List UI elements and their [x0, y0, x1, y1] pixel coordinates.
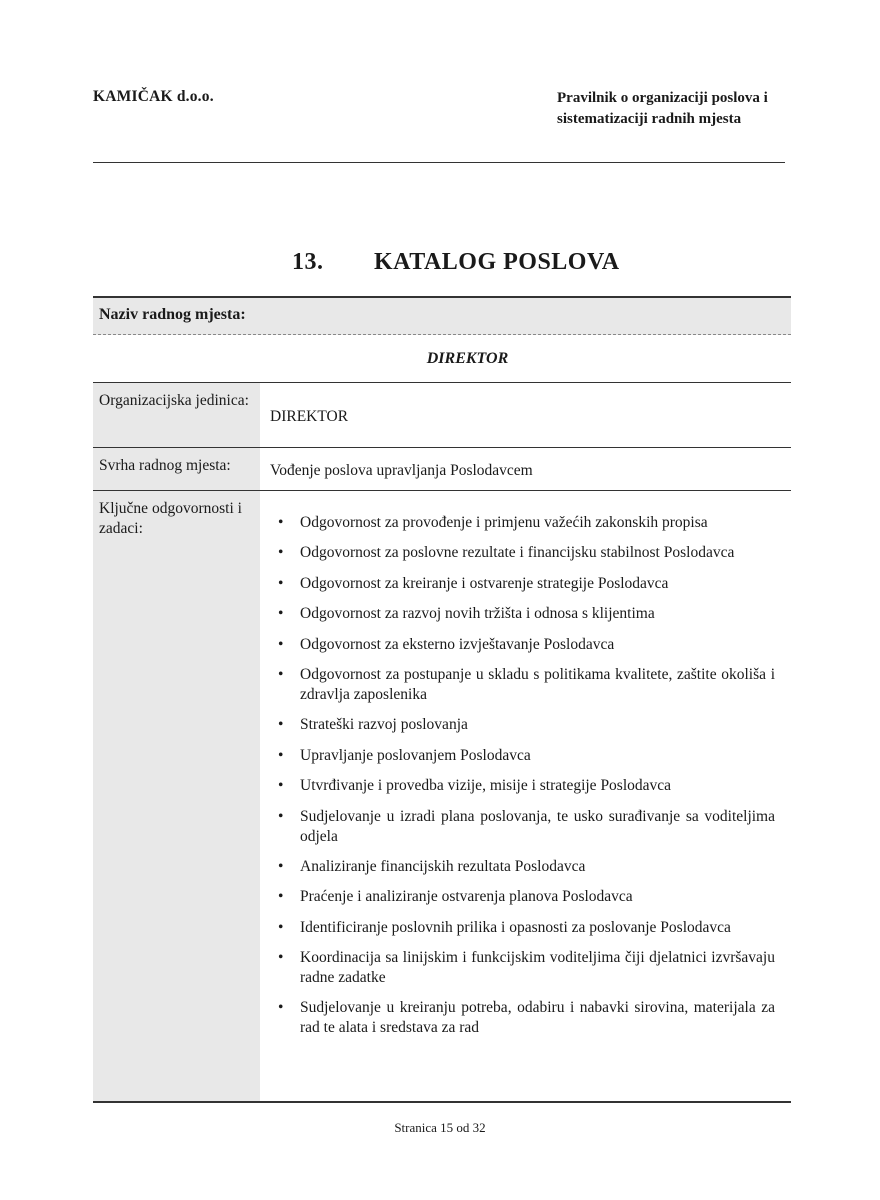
list-item-text: Odgovornost za provođenje i primjenu važećih zakonskih propisa — [300, 514, 708, 531]
responsibilities-label: Ključne odgovornosti i zadaci: — [93, 491, 260, 1101]
list-item — [270, 948, 775, 988]
bullet-icon: • — [278, 605, 284, 623]
org-unit-row — [93, 382, 791, 447]
purpose-value: Vođenje poslova upravljanja Poslodavcem — [270, 462, 533, 479]
list-item-text: Praćenje i analiziranje ostvarenja planova Poslodavca — [300, 888, 633, 906]
purpose-row — [93, 447, 791, 490]
list-item — [270, 998, 775, 1038]
responsibilities-list — [270, 499, 781, 1038]
job-catalog-table — [93, 382, 791, 1103]
org-unit-label: Organizacijska jedinica: — [93, 383, 260, 447]
list-item — [270, 776, 775, 796]
company-name: KAMIČAK d.o.o. — [93, 88, 214, 105]
list-item-text: Odgovornost za postupanje u skladu s politikama kvalitete, zaštite okoliša i zdravlja zaposlenika — [300, 665, 775, 703]
org-unit-value: DIREKTOR — [270, 408, 349, 425]
section-title: KATALOG POSLOVA — [374, 249, 620, 275]
list-item — [270, 746, 775, 766]
list-item — [270, 635, 775, 655]
section-heading — [292, 249, 620, 276]
responsibilities-value — [260, 491, 791, 1057]
list-item — [270, 807, 775, 847]
bullet-icon: • — [278, 514, 284, 531]
bullet-icon: • — [278, 665, 284, 683]
position-name-label: Naziv radnog mjesta: — [99, 306, 246, 323]
list-item — [270, 513, 775, 533]
section-number: 13. — [292, 249, 324, 275]
list-item-text: Upravljanje poslovanjem Poslodavca — [300, 746, 531, 764]
list-item — [270, 918, 775, 938]
bullet-icon: • — [278, 807, 284, 825]
list-item-text: Odgovornost za razvoj novih tržišta i odnosa s klijentima — [300, 605, 655, 623]
bullet-icon: • — [278, 777, 284, 795]
list-item-text: Odgovornost za eksterno izvještavanje Poslodavca — [300, 635, 615, 653]
bullet-icon: • — [278, 635, 284, 653]
bullet-icon: • — [278, 888, 284, 906]
bullet-icon: • — [278, 918, 284, 936]
list-item-text: Analiziranje financijskih rezultata Poslodavca — [300, 857, 586, 875]
header-divider — [93, 162, 785, 163]
list-item-text: Odgovornost za kreiranje i ostvarenje strategije Poslodavca — [300, 574, 669, 592]
list-item — [270, 574, 775, 594]
list-item-text: Koordinacija sa linijskim i funkcijskim voditeljima čiji djelatnici izvršavaju radne zadatke — [300, 949, 775, 987]
bullet-icon: • — [278, 949, 284, 967]
bullet-icon: • — [278, 716, 284, 734]
bullet-icon: • — [278, 746, 284, 764]
list-item — [270, 665, 775, 705]
list-item — [270, 604, 775, 624]
bullet-icon: • — [278, 544, 284, 562]
list-item — [270, 857, 775, 877]
list-item-text: Strateški razvoj poslovanja — [300, 716, 468, 734]
document-title: Pravilnik o organizaciji poslova i sistematizaciji radnih mjesta — [557, 90, 768, 127]
bullet-icon: • — [278, 857, 284, 875]
list-item-text: Sudjelovanje u izradi plana poslovanja, te usko surađivanje sa voditeljima odjela — [300, 807, 775, 845]
page-number: Stranica 15 od 32 — [394, 1120, 486, 1135]
list-item-text: Odgovornost za poslovne rezultate i financijsku stabilnost Poslodavca — [300, 544, 735, 562]
list-item-text: Sudjelovanje u kreiranju potreba, odabiru i nabavki sirovina, materijala za rad te alata i sredstava za rad — [300, 999, 775, 1037]
position-title: DIREKTOR — [426, 350, 509, 367]
bullet-icon: • — [278, 999, 284, 1017]
list-item — [270, 887, 775, 907]
bullet-icon: • — [278, 574, 284, 592]
list-item — [270, 543, 775, 563]
position-name-bar — [93, 296, 791, 335]
list-item-text: Identificiranje poslovnih prilika i opasnosti za poslovanje Poslodavca — [300, 918, 731, 936]
list-item — [270, 715, 775, 735]
responsibilities-row — [93, 490, 791, 1103]
purpose-label: Svrha radnog mjesta: — [93, 448, 260, 490]
list-item-text: Utvrđivanje i provedba vizije, misije i strategije Poslodavca — [300, 777, 672, 795]
